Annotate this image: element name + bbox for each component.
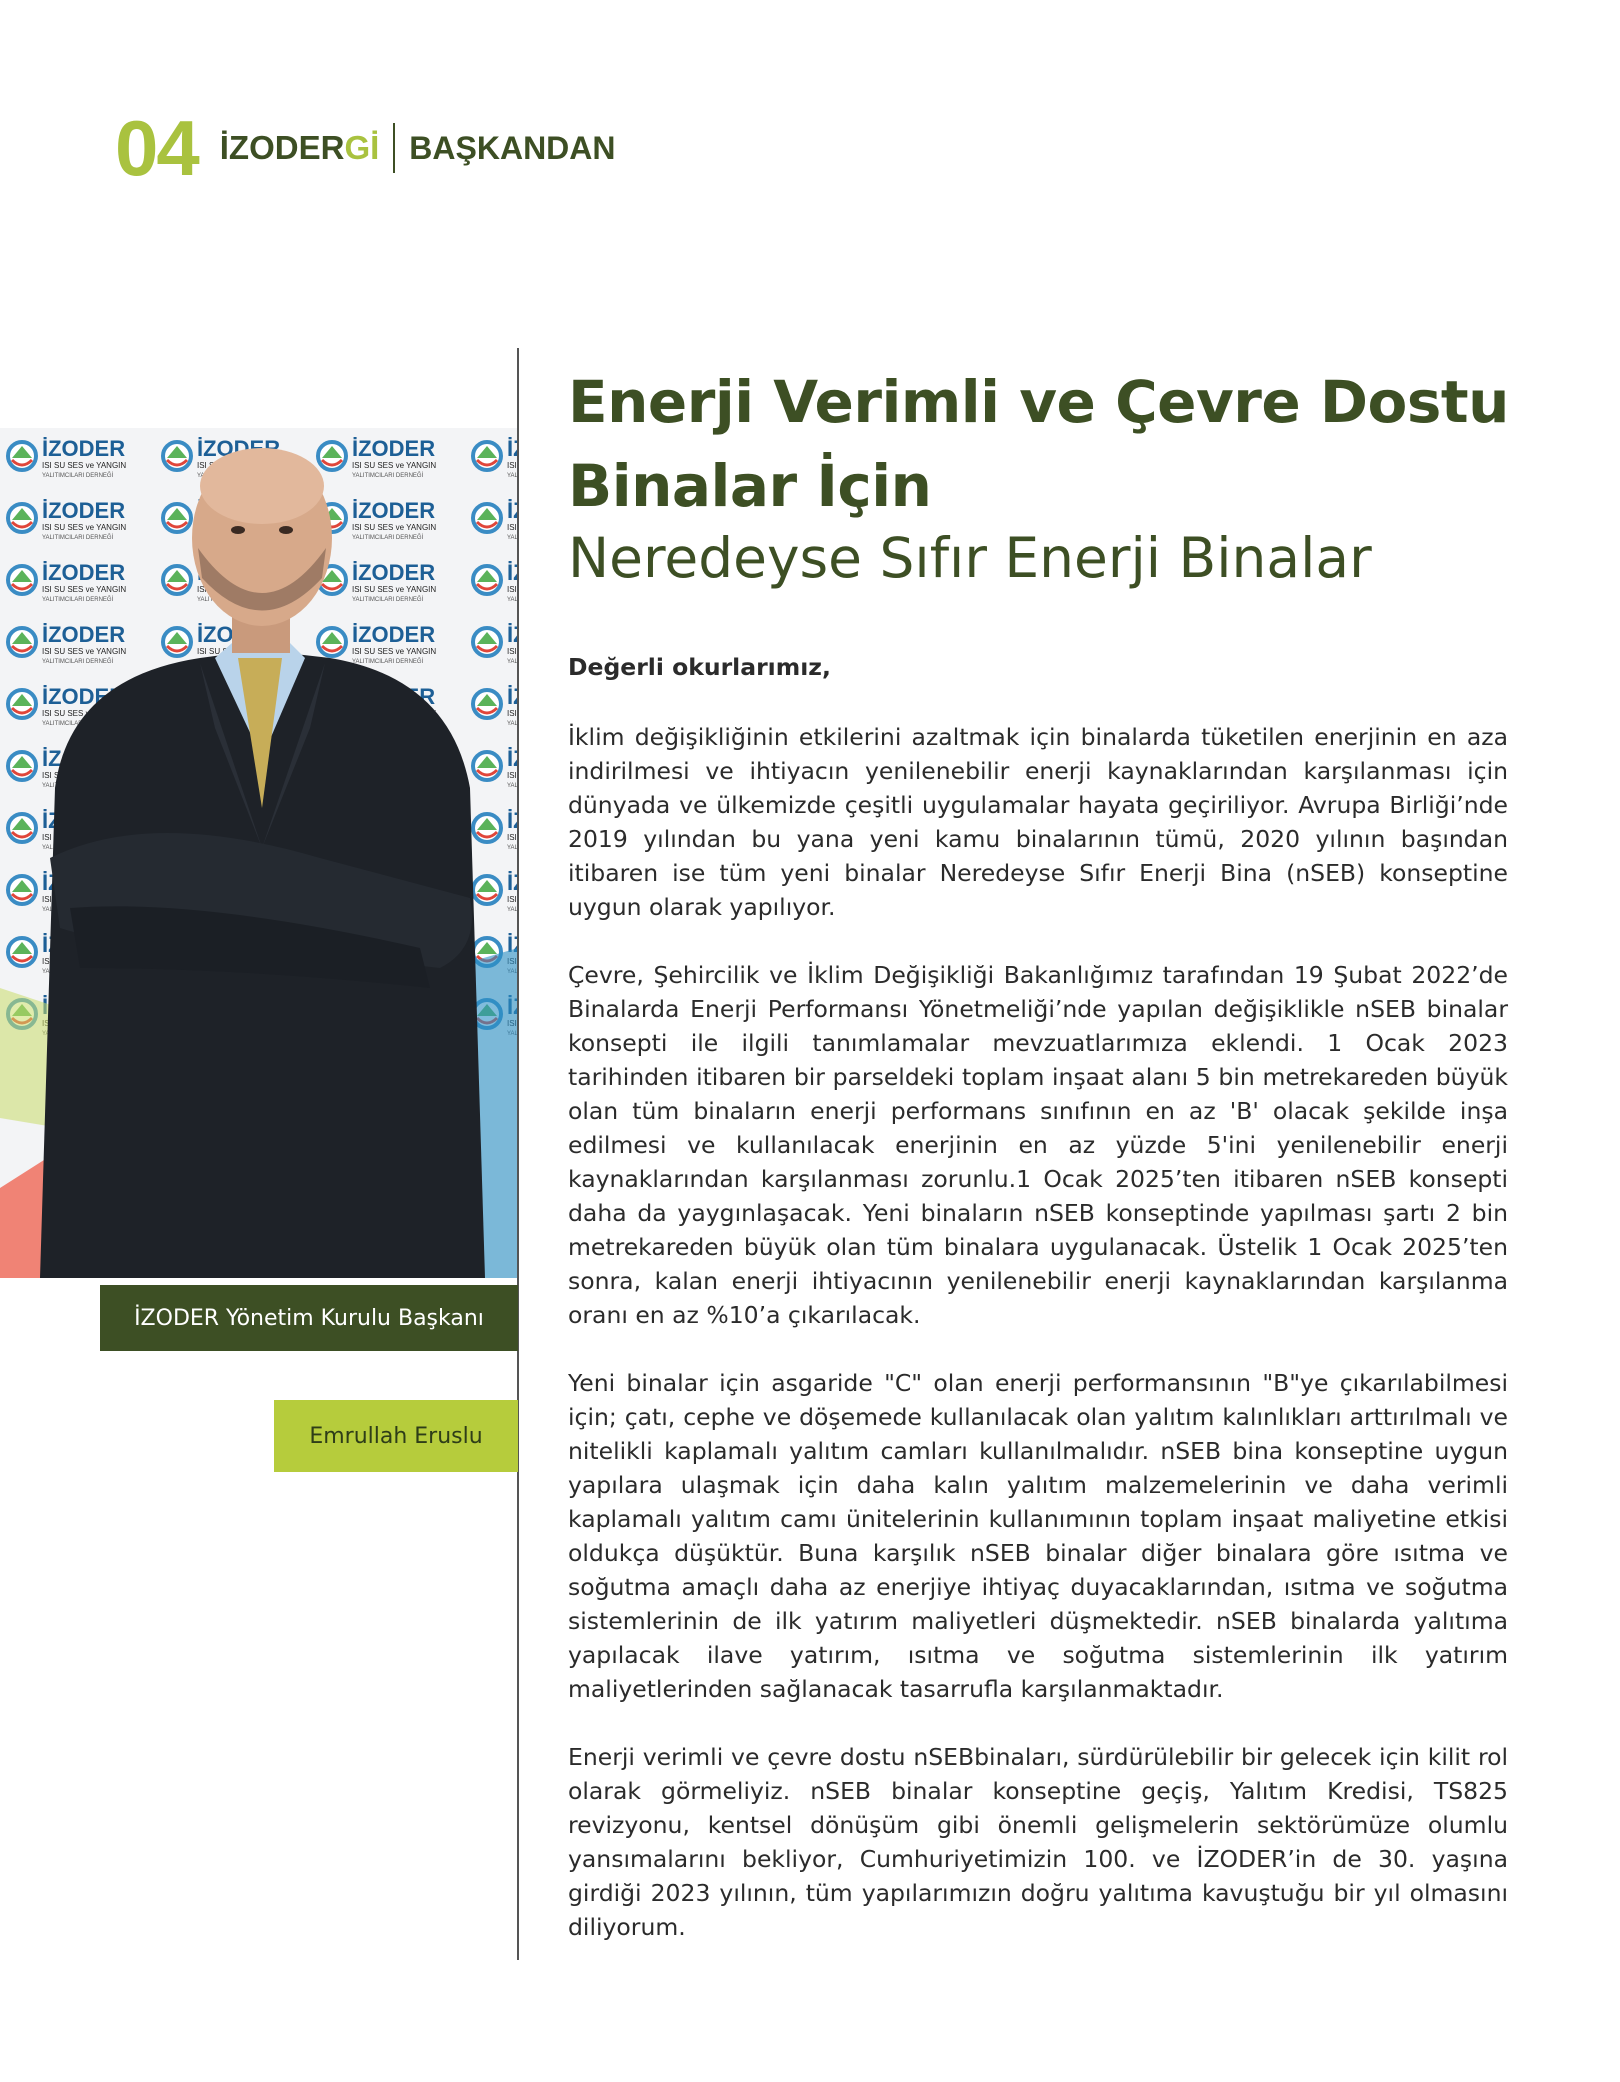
page-header bbox=[115, 103, 616, 192]
article-title bbox=[568, 360, 1528, 528]
brand-accent: Gİ bbox=[344, 129, 380, 166]
article-subtitle: Neredeyse Sıfır Enerji Binalar bbox=[568, 526, 1372, 590]
page-number: 04 bbox=[115, 103, 198, 192]
column-divider bbox=[517, 348, 519, 1960]
caption-name: Emrullah Eruslu bbox=[274, 1400, 518, 1472]
title-line-1: Enerji Verimli ve Çevre Dostu bbox=[568, 368, 1509, 436]
title-line-2: Binalar İçin bbox=[568, 452, 932, 520]
header-divider bbox=[393, 123, 395, 173]
portrait-photo bbox=[0, 428, 518, 1278]
paragraph-1: İklim değişikliğinin etkilerini azaltmak için binalarda tüketilen enerjinin en aza indirilmesi ve ihtiyacın yenilenebilir enerji kaynaklarından karşılanması için dünyada ve ülkemizde çeşitli uygulamalar hayata geçiriliyor. Avrupa Birliği’nde 2019 yılından bu yana yeni kamu binalarının tümü, 2020 yılının başından itibaren ise tüm yeni binalar Neredeyse Sıfır Enerji Bina (nSEB) konseptine uygun olarak yapılıyor. bbox=[568, 723, 1508, 921]
paragraph-3: Yeni binalar için asgaride "C" olan enerji performansının "B"ye çıkarılabilmesi için; çatı, cephe ve döşemede kullanılacak olan yalıtım kalınlıkları arttırılmalı ve nitelikli kaplamalı yalıtım camları kullanılmalıdır. nSEB bina konseptine uygun yapılara ulaşmak için daha kalın yalıtım malzemelerinin ve daha verimli kaplamalı yalıtım camı ünitelerinin kullanımının toplam inşaat maliyetine etkisi oldukça düşüktür. Buna karşılık nSEB binalar diğer binalara göre ısıtma ve soğutma amaçlı daha az enerjiye ihtiyaç duyacaklarından, ısıtma ve soğutma sistemlerinin de ilk yatırım maliyetleri düşmektedir. nSEB binalarda yalıtıma yapılacak ilave yatırım, ısıtma ve soğutma sistemlerinin ilk yatırım maliyetlerinden sağlanacak tasarrufla karşılanmaktadır. bbox=[568, 1369, 1508, 1703]
paragraph-2: Çevre, Şehircilik ve İklim Değişikliği Bakanlığımız tarafından 19 Şubat 2022’de Binalarda Enerji Performansı Yönetmeliği’nde yapılan değişiklikle nSEB binalar konsepti ile ilgili tanımlamalar mevzuatlarımıza eklendi. 1 Ocak 2023 tarihinden itibaren bir parseldeki toplam inşaat alanı 5 bin metrekareden büyük olan tüm binaların enerji performans sınıfının en az 'B' olacak şekilde inşa edilmesi ve kullanılacak enerjinin en az yüzde 5'ini yenilenebilir enerji kaynaklarından karşılanması zorunlu.1 Ocak 2025’ten itibaren nSEB konsepti daha da yaygınlaşacak. Yeni binaların nSEB konseptinde yapılması şartı 2 bin metrekareden büyük olan tüm binalara uygulanacak. Üstelik 1 Ocak 2025’ten sonra, kalan enerji ihtiyacının yenilenebilir enerji kaynaklarından karşılanma oranı en az %10’a çıkarılacak. bbox=[568, 961, 1508, 1329]
brand-main: İZODER bbox=[219, 129, 345, 166]
greeting: Değerli okurlarımız, bbox=[568, 653, 831, 681]
article-body bbox=[568, 650, 1508, 1978]
caption-role: İZODER Yönetim Kurulu Başkanı bbox=[100, 1285, 518, 1351]
portrait-illustration bbox=[0, 428, 518, 1278]
magazine-brand bbox=[220, 129, 380, 167]
section-name: BAŞKANDAN bbox=[409, 129, 616, 166]
paragraph-4: Enerji verimli ve çevre dostu nSEBbinaları, sürdürülebilir bir gelecek için kilit rol olarak görmeliyiz. nSEB binalar konseptine geçiş, Yalıtım Kredisi, TS825 revizyonu, kentsel dönüşüm gibi önemli gelişmelerin sektörümüze olumlu yansımalarını bekliyor, Cumhuriyetimizin 100. ve İZODER’in de 30. yaşına girdiği 2023 yılının, tüm yapılarımızın doğru yalıtıma kavuştuğu bir yıl olmasını diliyorum. bbox=[568, 1743, 1508, 1941]
